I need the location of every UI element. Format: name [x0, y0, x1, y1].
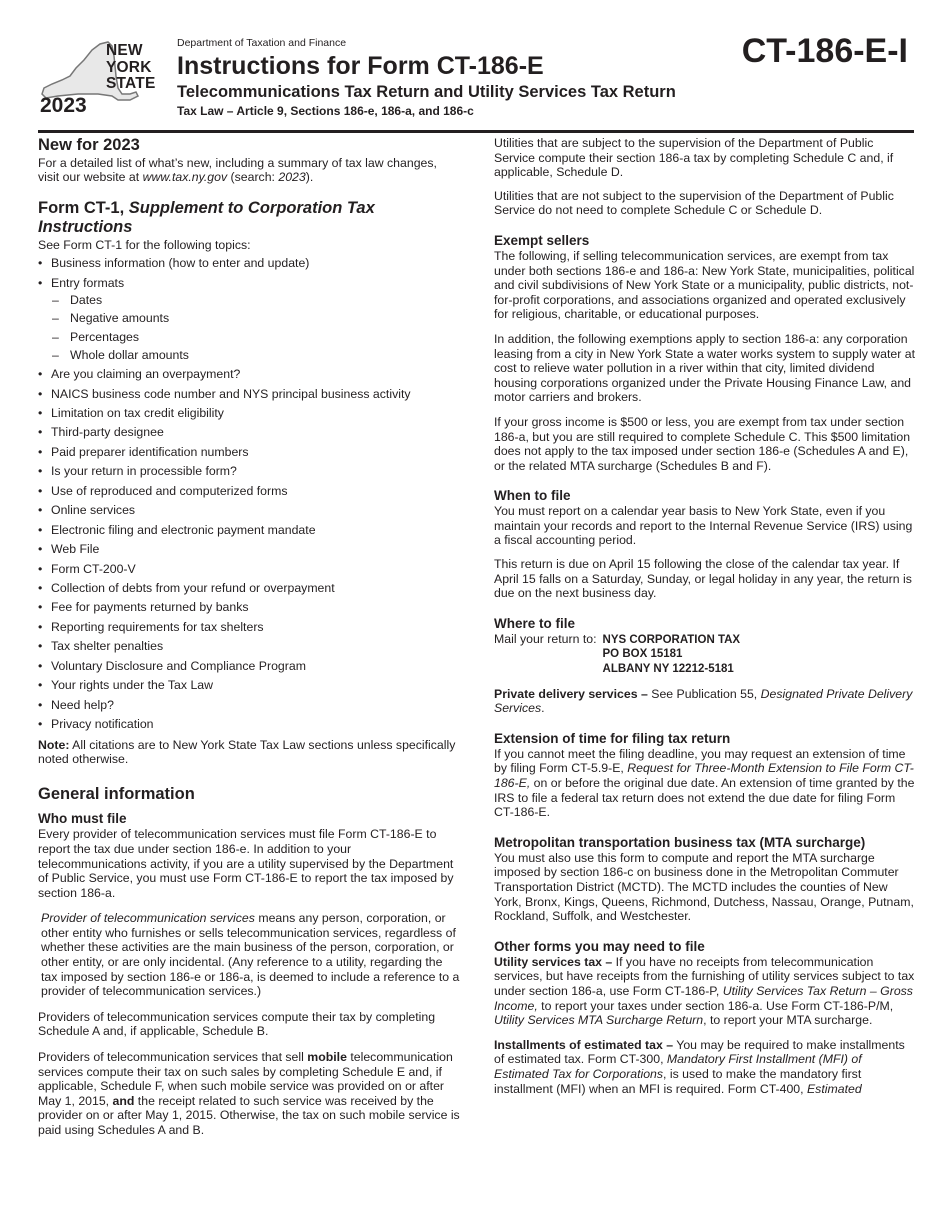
installments-paragraph	[494, 1038, 916, 1096]
text-part: the receipt related to such service was received by the provider on or after May 1, 2015. Otherwise, the tax on such mobile service is paid using Schedules A and B.	[38, 1093, 460, 1138]
emphasis: mobile	[307, 1050, 347, 1065]
form-id: CT-186-E-I	[741, 32, 908, 70]
extension-paragraph	[494, 747, 916, 820]
mta-heading: Metropolitan transportation business tax (MTA surcharge)	[494, 834, 866, 850]
private-delivery-paragraph	[494, 687, 916, 716]
list-item: • Electronic filing and electronic payment mandate	[38, 523, 460, 538]
form-title: Mandatory First Installment (MFI) of Estimated Tax for Corporations	[494, 1052, 862, 1081]
text-part: If you cannot meet the filing deadline, you may request an extension of time by filing Form CT-5.9-E,	[494, 746, 906, 776]
tax-law-reference: Tax Law – Article 9, Sections 186-e, 186-a, and 186-c	[177, 104, 474, 118]
other-forms-heading: Other forms you may need to file	[494, 938, 705, 954]
text-part: , is used to make the mandatory first installment (MFI) when an MFI is required. Form CT-400,	[494, 1066, 862, 1096]
entry-formats-sublist	[51, 293, 460, 362]
where-to-file-heading: Where to file	[494, 615, 576, 631]
form-title: Estimated	[806, 1081, 862, 1096]
ct1-heading	[38, 199, 460, 238]
list-item: • Online services	[38, 503, 460, 518]
list-item: • Tax shelter penalties	[38, 639, 460, 654]
text-part: Providers of telecommunication services that sell	[38, 1050, 308, 1065]
website-link[interactable]: www.tax.ny.gov	[142, 170, 228, 185]
text-part: on or before the original due date. An extension of time granted by the IRS to file a federal tax return does not extend the due date for filing Form CT-186-E.	[494, 776, 915, 820]
right-column	[494, 136, 916, 1105]
text-part: If you have no receipts from telecommunication services, but have receipts from the furnishing of utility services subject to tax under section 186-a, use Form CT-186-P,	[494, 954, 915, 998]
list-item: – Percentages	[51, 330, 460, 345]
form-title: Request for Three-Month Extension to File Form CT-186-E,	[494, 761, 914, 790]
logo-word-new: NEW	[106, 42, 143, 59]
note-text	[38, 738, 460, 767]
text-part: See Publication 55,	[647, 686, 761, 701]
who-must-file-heading: Who must file	[38, 811, 127, 827]
text-part: telecommunication services compute their tax on such sales by completing Schedule E and, if applicable, Schedule F, when such mobile service was provided on or after May 1, 2015,	[38, 1050, 453, 1108]
list-item: • Your rights under the Tax Law	[38, 678, 460, 693]
emphasis: and	[112, 1093, 135, 1108]
ct1-topic-list	[38, 256, 460, 731]
note-label: Note:	[38, 737, 70, 752]
utilities-paragraph-1: Utilities that are subject to the supervision of the Department of Public Service compute their section 186-a tax by completing Schedule C and, if applicable, Schedule D.	[494, 136, 894, 180]
list-item: – Whole dollar amounts	[51, 348, 460, 363]
list-item: • Limitation on tax credit eligibility	[38, 406, 460, 421]
logo-state-name	[106, 43, 156, 93]
text-part: , to report your MTA surcharge.	[703, 1013, 873, 1028]
who-paragraph-2	[38, 911, 460, 999]
list-item: • Voluntary Disclosure and Compliance Program	[38, 659, 460, 674]
new-text-part: ).	[305, 170, 314, 185]
address-line: PO BOX 15181	[602, 648, 683, 661]
mailing-address	[603, 632, 741, 677]
utility-services-paragraph	[494, 955, 916, 1028]
list-item: • Reporting requirements for tax shelters	[38, 620, 460, 635]
new-text-part: For a detailed list of what’s new, including a summary of tax law changes, visit our website at	[38, 155, 437, 185]
list-item: • Need help?	[38, 698, 460, 713]
exempt-paragraph-2: In addition, the following exemptions apply to section 186-a: any corporation leasing from a city in New York State a water works system to supply water at cost to relieve water pollution in a river within that city, limited dividend housing corporations organized under the Private Housing Finance Law, and motor carriers and brokers.	[494, 331, 915, 405]
defined-term: Provider of telecommunication services	[41, 911, 255, 926]
department-name: Department of Taxation and Finance	[177, 37, 347, 49]
ct1-heading-form: Form CT-1,	[38, 198, 129, 217]
logo-word-state: STATE	[106, 75, 156, 92]
form-title: Utility Services Tax Return – Gross Income,	[494, 983, 913, 1013]
when-paragraph-2: This return is due on April 15 following the close of the calendar tax year. If April 15 falls on a Saturday, Sunday, or legal holiday in any year, the return is due on the next business day.	[494, 557, 912, 601]
list-item: • NAICS business code number and NYS principal business activity	[38, 387, 460, 402]
list-item: • Fee for payments returned by banks	[38, 600, 460, 615]
form-title: Utility Services MTA Surcharge Return	[494, 1013, 704, 1028]
page-title: Instructions for Form CT-186-E	[177, 52, 544, 80]
text-part: .	[541, 701, 545, 716]
utility-services-label: Utility services tax –	[494, 954, 613, 969]
entry-formats-label: Entry formats	[51, 275, 125, 290]
who-paragraph-1: Every provider of telecommunication services must file Form CT-186-E to report the tax due under section 186-e. In addition to your telecommunications activity, if you are a utility supervised by the Department of Public Service, you must use Form CT-186-E to report the tax imposed by section 186-a.	[38, 827, 454, 900]
list-item: • Are you claiming an overpayment?	[38, 367, 460, 382]
new-text-part: (search:	[227, 170, 279, 185]
list-item: • Privacy notification	[38, 717, 460, 732]
nys-logo	[38, 36, 163, 120]
general-info-heading: General information	[38, 784, 195, 803]
mailing-address-block	[494, 632, 916, 677]
utilities-paragraph-2: Utilities that are not subject to the supervision of the Department of Public Service do not need to complete Schedule C or Schedule D.	[494, 188, 894, 218]
address-line: NYS CORPORATION TAX	[602, 633, 741, 646]
extension-heading: Extension of time for filing tax return	[494, 730, 731, 746]
text-part: You may be required to make installments of estimated tax. Form CT-300,	[494, 1037, 905, 1067]
exempt-paragraph-3: If your gross income is $500 or less, you are exempt from tax under section 186-a, but you are still required to complete Schedule C. This $500 limitation does not apply to the tax imposed under section 186-e (Schedules A and E), or the related MTA surcharge (Schedules B and F).	[494, 414, 911, 473]
new-for-text	[38, 156, 460, 185]
list-item: • Collection of debts from your refund or overpayment	[38, 581, 460, 596]
exempt-paragraph-1: The following, if selling telecommunication services, are exempt from tax under both sections 186-e and 186-a: New York State, municipalities, political and civil subdivisions of New York State or a municipality, public districts, not-for-profit corporations, and associations organized and operated exclusively for religious, charitable, or educational purposes.	[494, 248, 915, 322]
who-paragraph-3: Providers of telecommunication services compute their tax by completing Schedule A and, if applicable, Schedule B.	[38, 1009, 436, 1039]
list-item: • Web File	[38, 542, 460, 557]
logo-year: 2023	[40, 94, 87, 117]
logo-word-york: YORK	[106, 58, 152, 76]
exempt-sellers-heading: Exempt sellers	[494, 232, 590, 248]
list-item: – Negative amounts	[51, 311, 460, 326]
when-paragraph-1: You must report on a calendar year basis to New York State, even if you maintain your records and report to the Internal Revenue Service (IRS) using a fiscal accounting period.	[494, 504, 913, 548]
installments-label: Installments of estimated tax –	[494, 1037, 674, 1052]
list-item: • Is your return in processible form?	[38, 464, 460, 479]
definition-text: means any person, corporation, or other entity who furnishes or sells telecommunication services, regardless of whether these activities are the main business of the person, corporation, or other entity, or are only incidental. (Any reference to a utility, regarding the tax imposed by section 186-e or 186-a, is deemed to include a reference to a provider of telecommunication services.)	[41, 911, 460, 999]
mail-label: Mail your return to:	[494, 631, 597, 646]
list-item: • Form CT-200-V	[38, 562, 460, 577]
list-item: • Use of reproduced and computerized forms	[38, 484, 460, 499]
ct1-heading-title: Supplement to Corporation Tax Instructions	[38, 198, 375, 237]
when-to-file-heading: When to file	[494, 488, 571, 504]
header-divider	[38, 130, 914, 133]
list-item	[38, 276, 460, 363]
list-item: • Third-party designee	[38, 425, 460, 440]
page-subtitle: Telecommunications Tax Return and Utility Services Tax Return	[177, 83, 676, 101]
address-line: ALBANY NY 12212-5181	[602, 663, 734, 676]
mta-paragraph: You must also use this form to compute and report the MTA surcharge imposed by section 186-c on business done in the Metropolitan Commuter Transportation District (MCTD). The MCTD includes the counties of New York, Bronx, Kings, Queens, Richmond, Dutchess, Nassau, Orange, Putnam, Rockland, Suffolk, and Westchester.	[494, 850, 914, 924]
left-column	[38, 136, 460, 1147]
note-body: All citations are to New York State Tax Law sections unless specifically noted otherwise.	[38, 737, 456, 767]
list-item: • Business information (how to enter and update)	[38, 256, 460, 271]
list-item: • Paid preparer identification numbers	[38, 445, 460, 460]
search-term: 2023	[278, 170, 306, 185]
publication-title: Designated Private Delivery Services	[494, 686, 913, 716]
page-header	[38, 30, 914, 132]
list-item: – Dates	[51, 293, 460, 308]
new-for-heading: New for 2023	[38, 136, 140, 154]
who-paragraph-4	[38, 1050, 460, 1138]
ct1-intro: See Form CT-1 for the following topics:	[38, 237, 251, 252]
text-part: to report your taxes under section 186-a. Use Form CT-186-P/M,	[537, 998, 894, 1013]
private-delivery-label: Private delivery services –	[494, 686, 648, 701]
